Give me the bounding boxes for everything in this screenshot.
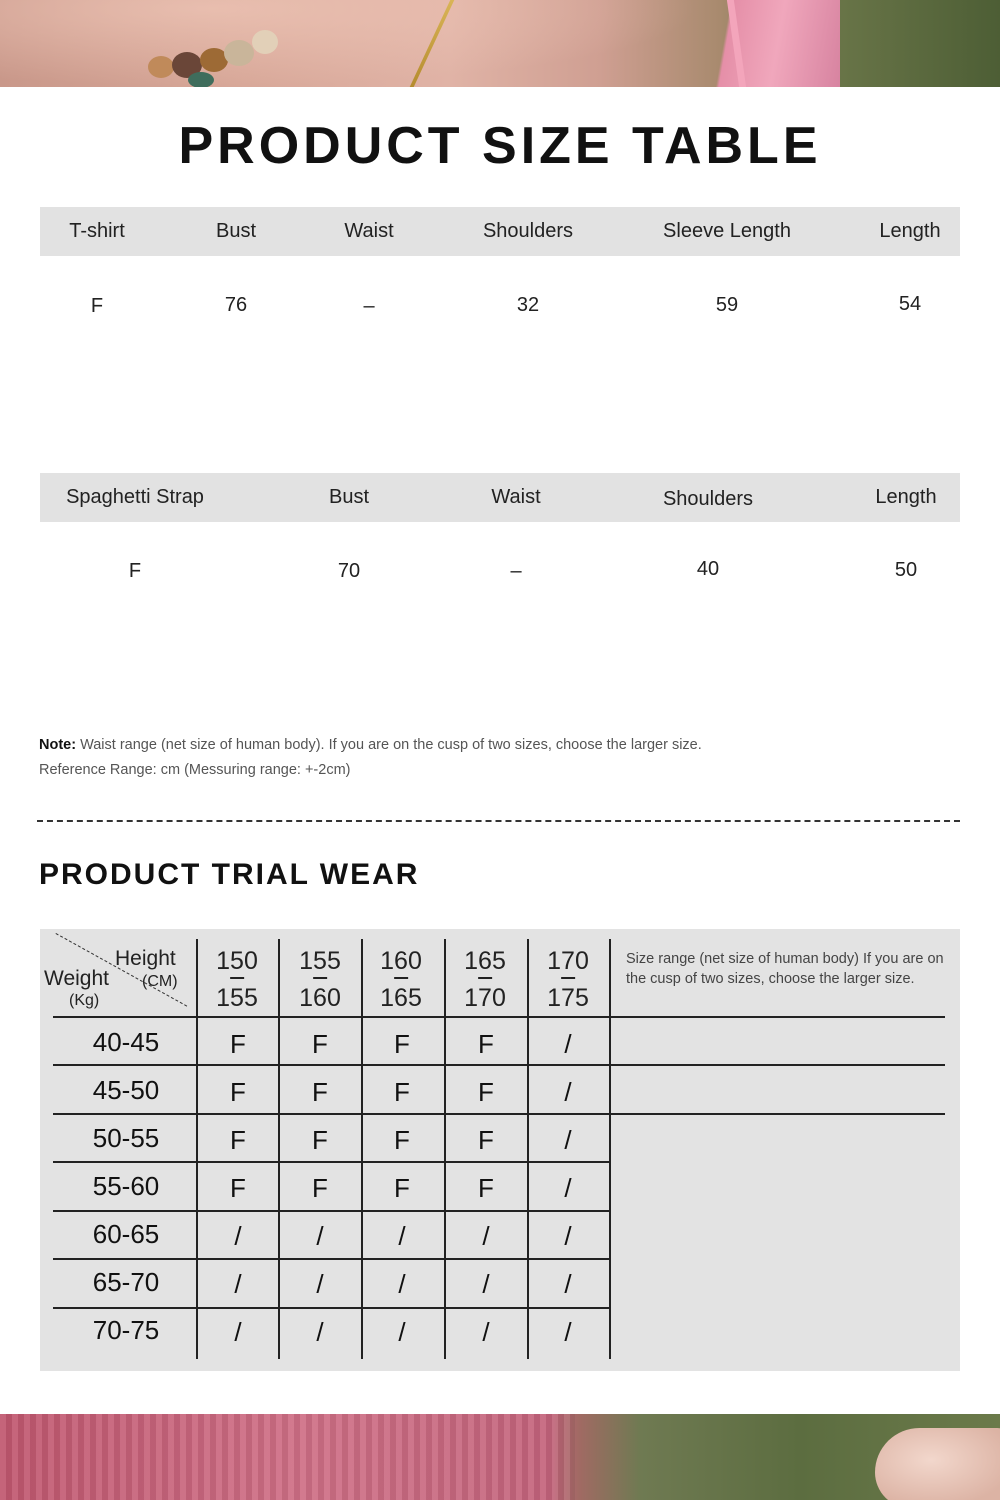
size-cell: F bbox=[478, 1029, 494, 1059]
weight-label: 65-70 bbox=[92, 1267, 160, 1297]
note-text: Waist range (net size of human body). If you are on the cusp of two sizes, choose the larger size. bbox=[76, 737, 702, 753]
hand-photo bbox=[875, 1428, 1000, 1500]
row-cell-length: 50 bbox=[894, 559, 918, 581]
height-from: 150 bbox=[216, 947, 258, 975]
weight-label: 40-45 bbox=[92, 1027, 160, 1057]
row-cell-shoulders: 32 bbox=[516, 294, 540, 316]
table-header-row bbox=[40, 207, 960, 256]
size-cell: / bbox=[234, 1269, 242, 1299]
row-cell-waist: – bbox=[363, 295, 375, 317]
height-from: 160 bbox=[380, 947, 422, 975]
height-to: 165 bbox=[380, 984, 422, 1012]
height-range-170-175 bbox=[547, 943, 589, 1017]
size-cell: / bbox=[564, 1077, 572, 1107]
weight-label: 60-65 bbox=[92, 1219, 160, 1249]
necklace-bead bbox=[252, 30, 278, 54]
header-cell-length: Length bbox=[875, 486, 937, 508]
size-cell: F bbox=[230, 1077, 246, 1107]
height-range-150-155 bbox=[216, 943, 258, 1017]
size-cell: F bbox=[230, 1029, 246, 1059]
product-photo-bottom bbox=[0, 1414, 1000, 1500]
size-cell: / bbox=[234, 1221, 242, 1251]
size-cell: / bbox=[482, 1317, 490, 1347]
size-cell: F bbox=[394, 1173, 410, 1203]
row-cell-bust: 70 bbox=[337, 560, 361, 582]
size-cell: / bbox=[398, 1317, 406, 1347]
size-cell: F bbox=[312, 1173, 328, 1203]
corner-height-label: Height bbox=[115, 947, 176, 970]
header-cell-garment: Spaghetti Strap bbox=[66, 486, 204, 508]
header-cell-waist: Waist bbox=[491, 486, 541, 508]
grid-vline bbox=[444, 939, 446, 1359]
grid-vline bbox=[196, 939, 198, 1359]
corner-height-unit: (CM) bbox=[142, 973, 178, 990]
corner-weight-label: Weight bbox=[44, 967, 109, 990]
skin-shade bbox=[0, 0, 700, 87]
pink-top-fabric bbox=[700, 0, 840, 87]
grid-vline bbox=[527, 939, 529, 1359]
height-from: 170 bbox=[547, 947, 589, 975]
size-cell: F bbox=[394, 1077, 410, 1107]
section-divider bbox=[37, 820, 960, 822]
size-cell: F bbox=[394, 1125, 410, 1155]
size-cell: F bbox=[478, 1173, 494, 1203]
row-cell-waist: – bbox=[510, 560, 522, 582]
grid-hline bbox=[53, 1113, 945, 1115]
header-cell-shoulders: Shoulders bbox=[662, 488, 754, 510]
tshirt-size-table bbox=[40, 207, 960, 327]
height-to: 160 bbox=[299, 984, 341, 1012]
grid-hline bbox=[53, 1307, 610, 1309]
weight-label: 70-75 bbox=[92, 1315, 160, 1345]
corner-weight-unit: (Kg) bbox=[69, 992, 100, 1009]
header-cell-sleeve-length: Sleeve Length bbox=[663, 220, 791, 242]
size-cell: F bbox=[230, 1173, 246, 1203]
header-cell-waist: Waist bbox=[344, 220, 394, 242]
size-cell: F bbox=[312, 1125, 328, 1155]
necklace-bead bbox=[224, 40, 254, 66]
height-range-160-165 bbox=[380, 943, 422, 1017]
grid-hline bbox=[53, 1016, 945, 1018]
row-cell-shoulders: 40 bbox=[696, 558, 720, 580]
header-cell-bust: Bust bbox=[215, 220, 257, 242]
grid-vline bbox=[609, 939, 611, 1359]
size-cell: / bbox=[482, 1269, 490, 1299]
row-cell-length: 54 bbox=[898, 293, 922, 315]
size-cell: / bbox=[316, 1221, 324, 1251]
table-header-row bbox=[40, 473, 960, 522]
row-cell-size: F bbox=[128, 560, 142, 582]
header-cell-bust: Bust bbox=[328, 486, 370, 508]
size-cell: / bbox=[398, 1269, 406, 1299]
size-cell: F bbox=[312, 1029, 328, 1059]
knit-texture bbox=[0, 1414, 575, 1500]
row-cell-sleeve-length: 59 bbox=[715, 294, 739, 316]
height-range-155-160 bbox=[299, 943, 341, 1017]
weight-label: 45-50 bbox=[92, 1075, 160, 1105]
size-note bbox=[39, 737, 702, 753]
size-cell: / bbox=[564, 1221, 572, 1251]
page-title: PRODUCT SIZE TABLE bbox=[178, 117, 822, 175]
strap-size-table bbox=[40, 473, 960, 593]
trial-wear-table bbox=[40, 929, 960, 1371]
grid-hline bbox=[53, 1161, 610, 1163]
row-cell-bust: 76 bbox=[224, 294, 248, 316]
height-to: 175 bbox=[547, 984, 589, 1012]
height-range-165-170 bbox=[464, 943, 506, 1017]
size-cell: / bbox=[564, 1269, 572, 1299]
size-cell: / bbox=[564, 1029, 572, 1059]
size-range-note: Size range (net size of human body) If you are on the cusp of two sizes, choose the larger size. bbox=[626, 951, 944, 987]
size-cell: / bbox=[316, 1317, 324, 1347]
header-cell-shoulders: Shoulders bbox=[482, 220, 574, 242]
size-cell: / bbox=[564, 1125, 572, 1155]
size-cell: F bbox=[478, 1077, 494, 1107]
weight-label: 55-60 bbox=[92, 1171, 160, 1201]
header-cell-garment: T-shirt bbox=[69, 220, 125, 242]
row-cell-size: F bbox=[90, 295, 104, 317]
grid-hline bbox=[53, 1210, 610, 1212]
reference-range-note: Reference Range: cm (Messuring range: +-2cm) bbox=[39, 762, 351, 778]
size-cell: / bbox=[398, 1221, 406, 1251]
grid-hline bbox=[53, 1064, 945, 1066]
weight-label: 50-55 bbox=[92, 1123, 160, 1153]
height-from: 155 bbox=[299, 947, 341, 975]
size-cell: F bbox=[394, 1029, 410, 1059]
note-label: Note: bbox=[39, 737, 77, 753]
necklace-bead bbox=[148, 56, 174, 78]
size-cell: F bbox=[230, 1125, 246, 1155]
size-cell: / bbox=[316, 1269, 324, 1299]
grid-vline bbox=[361, 939, 363, 1359]
size-cell: / bbox=[564, 1317, 572, 1347]
height-to: 170 bbox=[464, 984, 506, 1012]
grid-vline bbox=[278, 939, 280, 1359]
necklace-bead bbox=[188, 72, 214, 87]
grid-hline bbox=[53, 1258, 610, 1260]
height-to: 155 bbox=[216, 984, 258, 1012]
size-cell: F bbox=[312, 1077, 328, 1107]
size-cell: / bbox=[482, 1221, 490, 1251]
height-from: 165 bbox=[464, 947, 506, 975]
header-cell-length: Length bbox=[879, 220, 941, 242]
size-cell: F bbox=[478, 1125, 494, 1155]
trial-wear-title: PRODUCT TRIAL WEAR bbox=[39, 858, 420, 891]
size-cell: / bbox=[564, 1173, 572, 1203]
product-photo-top bbox=[0, 0, 1000, 87]
size-cell: / bbox=[234, 1317, 242, 1347]
